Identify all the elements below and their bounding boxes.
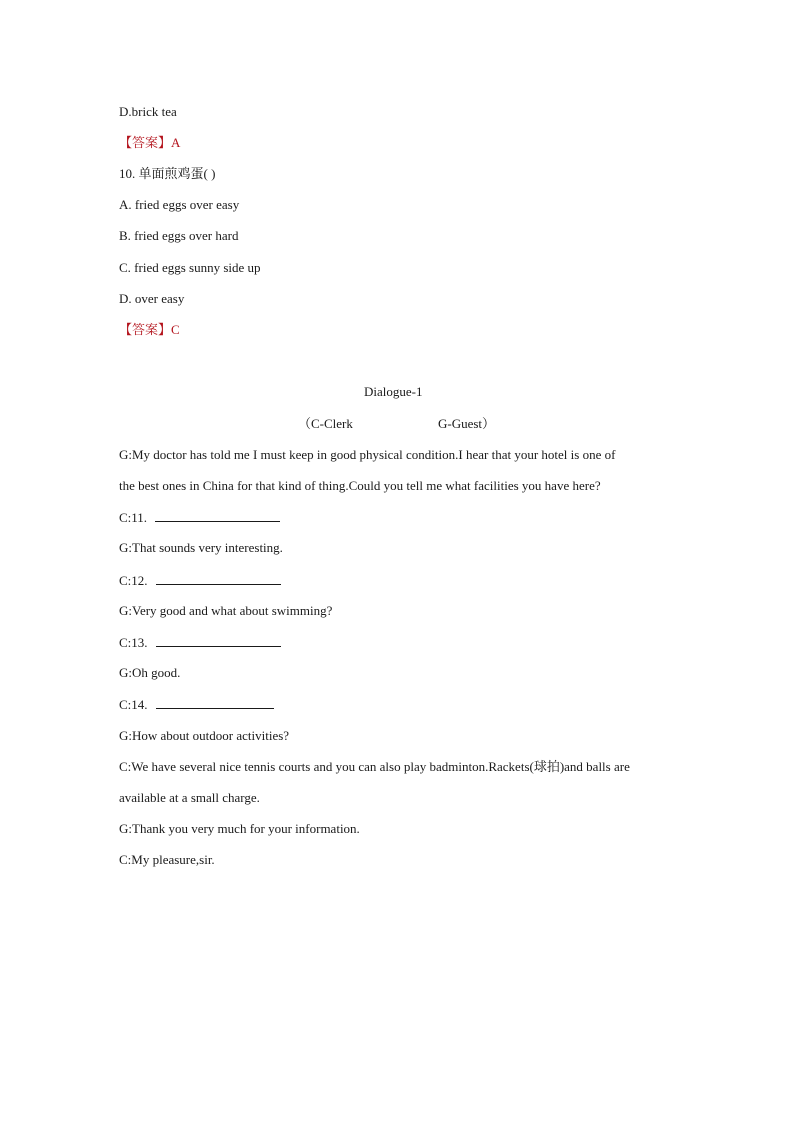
dialogue-role-guest: G-Guest）: [438, 416, 496, 431]
answer-line-prev: [119, 135, 180, 151]
answer-value: C: [171, 322, 180, 337]
question-10-option-b: B. fried eggs over hard: [119, 228, 239, 243]
dialogue-line-c6: C:My pleasure,sir.: [119, 852, 215, 867]
dialogue-title: Dialogue-1: [364, 384, 423, 399]
dialogue-line-c11: [119, 509, 280, 526]
answer-label: 【答案】: [119, 322, 172, 337]
fill-blank-12[interactable]: [156, 572, 281, 585]
dialogue-line-g1b: the best ones in China for that kind of thing.Could you tell me what facilities you have here?: [119, 478, 601, 493]
dialogue-line-c5a: C:We have several nice tennis courts and you can also play badminton.Rackets(球拍)and balls are: [119, 759, 630, 774]
dialogue-line-g5: G:How about outdoor activities?: [119, 728, 290, 743]
dialogue-line-g3: G:Very good and what about swimming?: [119, 603, 333, 618]
dialogue-line-g2: G:That sounds very interesting.: [119, 540, 283, 555]
option-d-brick-tea: D.brick tea: [119, 104, 177, 119]
blank-label-13: C:13.: [119, 635, 148, 650]
blank-label-12: C:12.: [119, 573, 148, 588]
answer-value: A: [171, 135, 181, 150]
dialogue-line-g6: G:Thank you very much for your information.: [119, 821, 360, 836]
fill-blank-13[interactable]: [156, 634, 281, 647]
fill-blank-11[interactable]: [155, 509, 280, 522]
fill-blank-14[interactable]: [156, 696, 274, 709]
dialogue-line-c14: [119, 696, 274, 713]
dialogue-line-g1a: G:My doctor has told me I must keep in good physical condition.I hear that your hotel is one of: [119, 447, 616, 462]
question-10-option-c: C. fried eggs sunny side up: [119, 260, 261, 275]
dialogue-line-c5b: available at a small charge.: [119, 790, 260, 805]
dialogue-line-c13: [119, 634, 281, 651]
blank-label-11: C:11.: [119, 510, 148, 525]
dialogue-role-clerk: （C-Clerk: [298, 416, 353, 431]
answer-label: 【答案】: [119, 135, 172, 150]
answer-line-q10: [119, 322, 180, 338]
question-10-stem: 10. 单面煎鸡蛋( ): [119, 166, 216, 181]
dialogue-line-c12: [119, 572, 281, 589]
blank-label-14: C:14.: [119, 697, 148, 712]
question-10-option-d: D. over easy: [119, 291, 185, 306]
question-10-option-a: A. fried eggs over easy: [119, 197, 240, 212]
dialogue-line-g4: G:Oh good.: [119, 665, 181, 680]
